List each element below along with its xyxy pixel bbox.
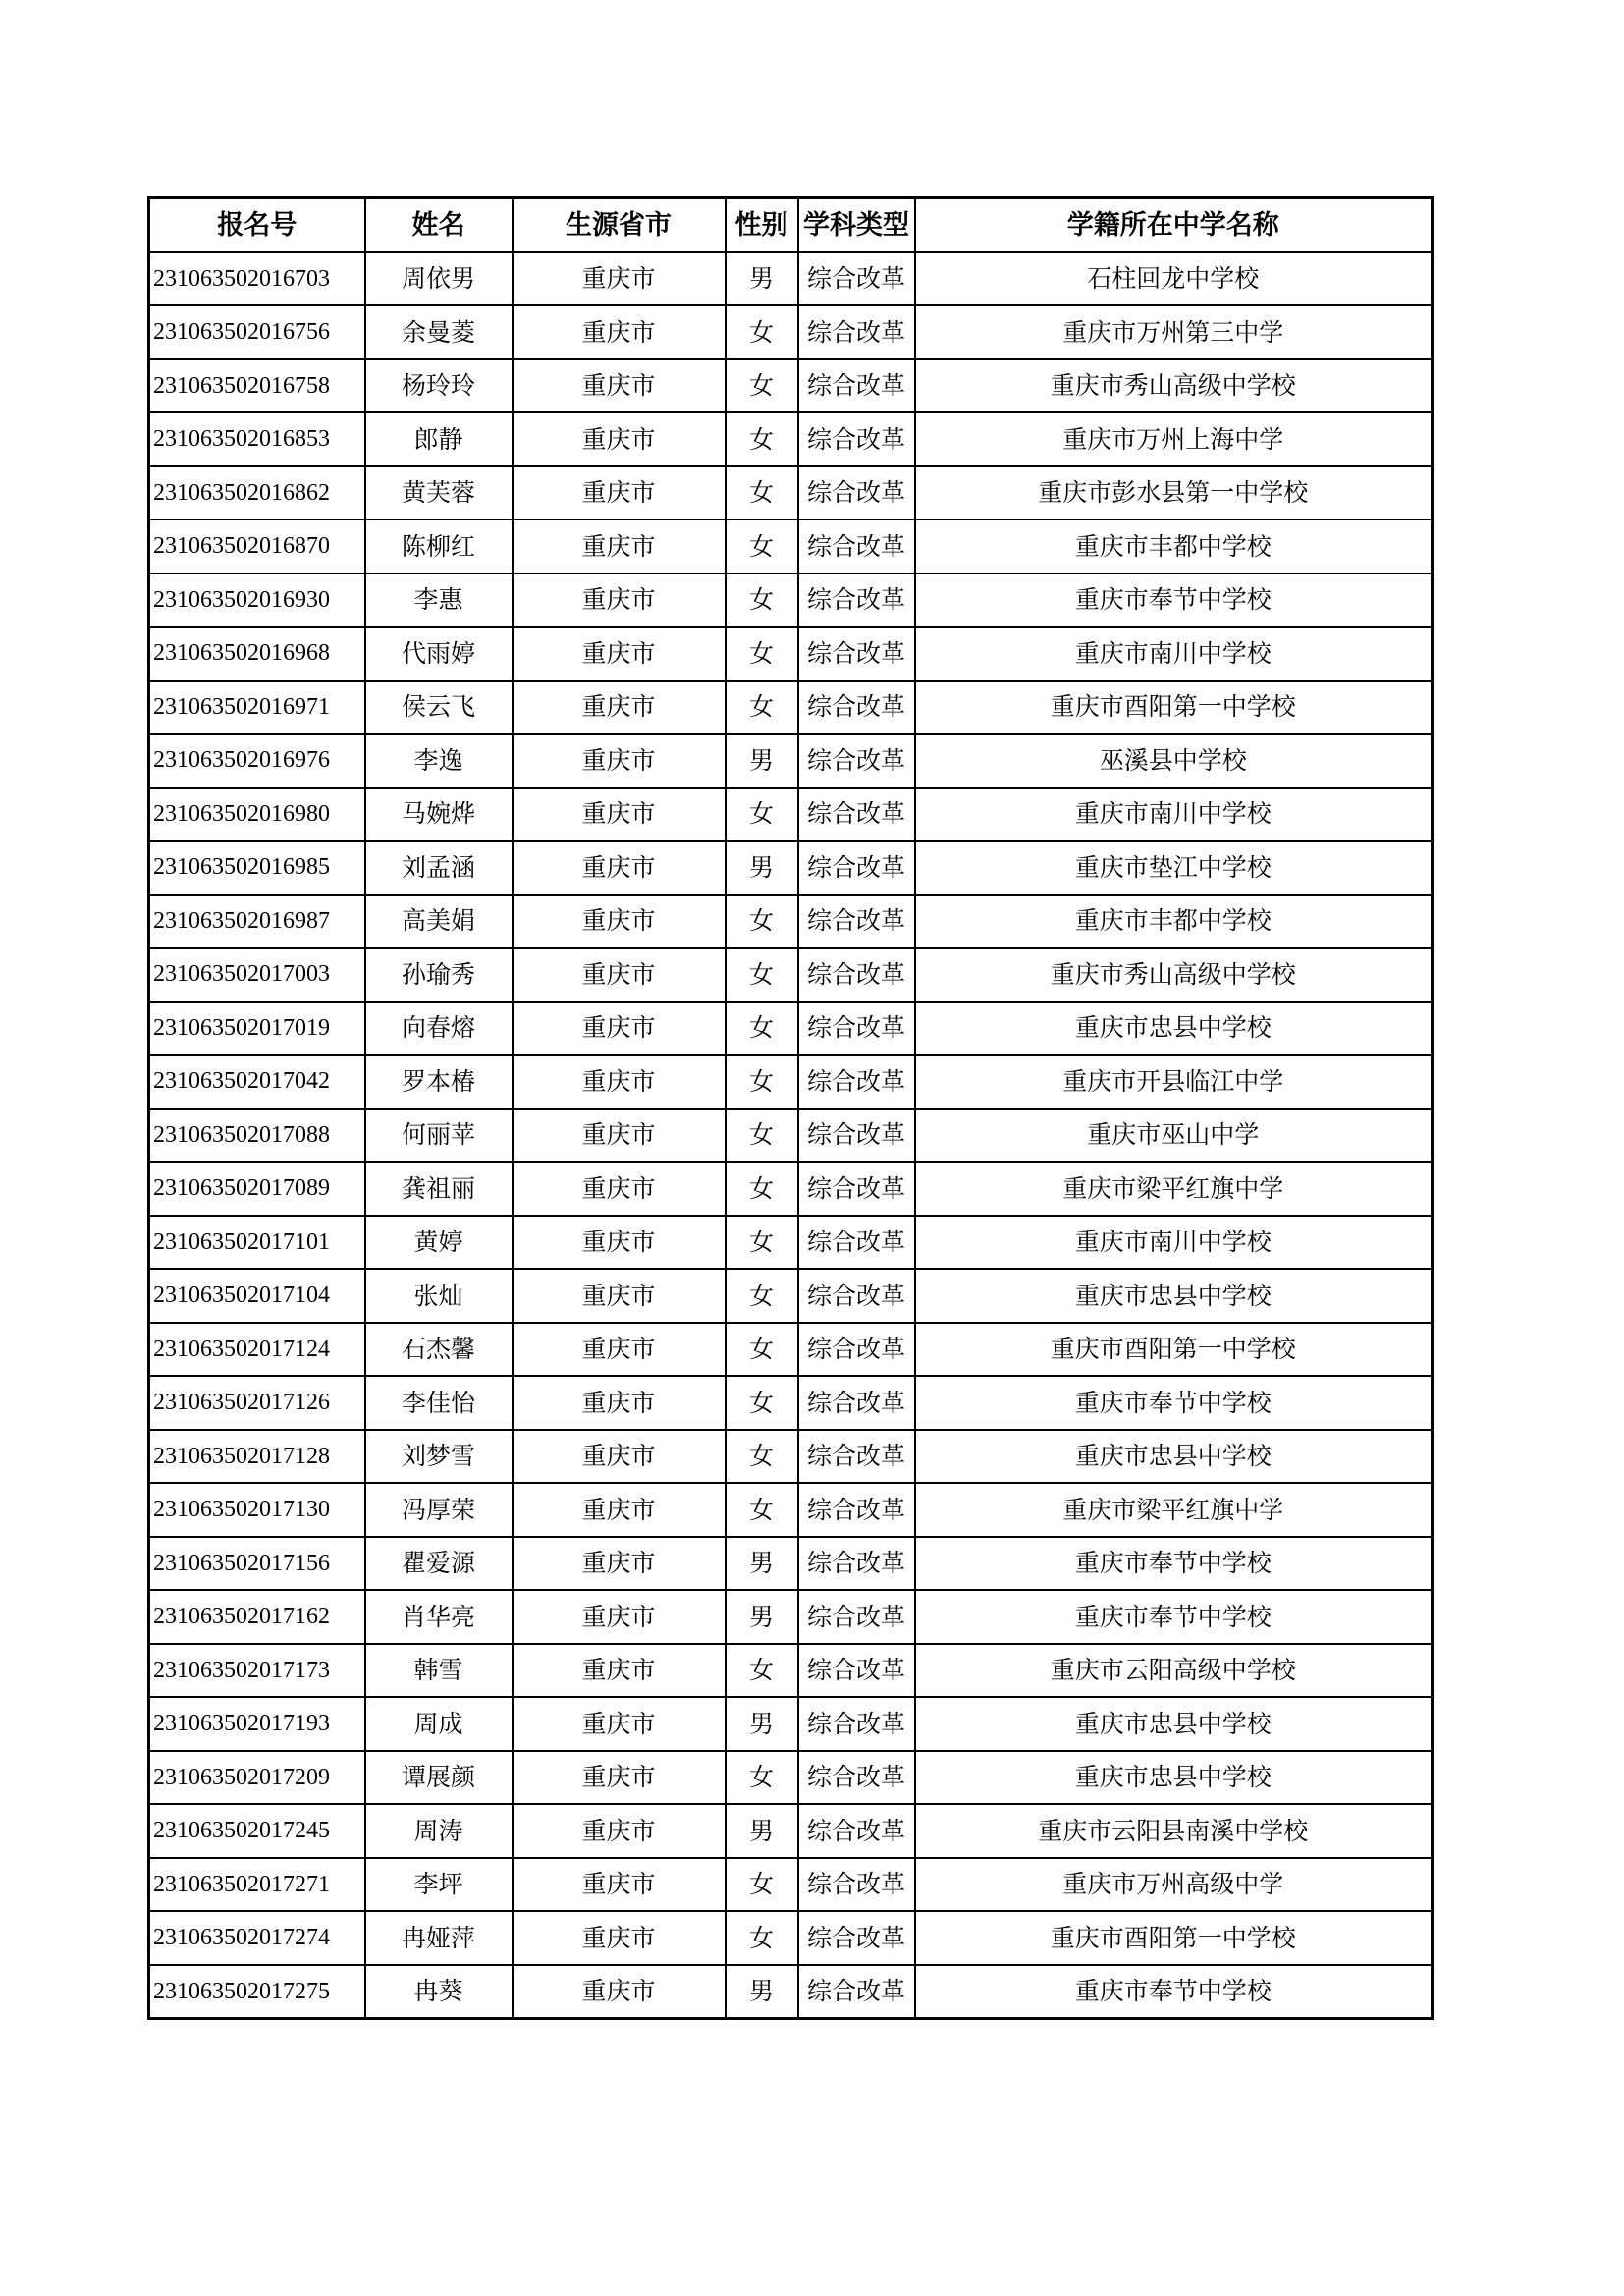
- registration-number-cell: 231063502016980: [149, 788, 365, 842]
- school-name-cell: 重庆市彭水县第一中学校: [915, 466, 1433, 520]
- name-cell: 韩雪: [365, 1644, 513, 1698]
- subject-type-cell: 综合改革: [798, 1109, 915, 1163]
- name-cell: 陈柳红: [365, 519, 513, 574]
- school-name-cell: 重庆市丰都中学校: [915, 895, 1433, 949]
- gender-cell: 女: [726, 788, 798, 842]
- table-row: [149, 948, 1433, 1002]
- subject-type-cell: 综合改革: [798, 627, 915, 681]
- table-row: [149, 627, 1433, 681]
- gender-cell: 女: [726, 359, 798, 413]
- name-cell: 瞿爱源: [365, 1537, 513, 1591]
- subject-type-cell: 综合改革: [798, 1590, 915, 1644]
- name-cell: 周涛: [365, 1804, 513, 1858]
- name-cell: 谭展颜: [365, 1751, 513, 1805]
- registration-number-cell: 231063502017274: [149, 1911, 365, 1965]
- registration-number-cell: 231063502017173: [149, 1644, 365, 1698]
- school-name-cell: 重庆市忠县中学校: [915, 1430, 1433, 1484]
- origin-province-cell: 重庆市: [513, 1376, 726, 1430]
- school-name-cell: 重庆市酉阳第一中学校: [915, 1911, 1433, 1965]
- name-cell: 侯云飞: [365, 681, 513, 735]
- name-cell: 周成: [365, 1697, 513, 1751]
- name-cell: 余曼菱: [365, 305, 513, 359]
- gender-cell: 女: [726, 1162, 798, 1216]
- table-header-row: [149, 198, 1433, 252]
- gender-cell: 男: [726, 734, 798, 788]
- subject-type-cell: 综合改革: [798, 1644, 915, 1698]
- subject-type-cell: 综合改革: [798, 895, 915, 949]
- school-name-cell: 重庆市奉节中学校: [915, 1376, 1433, 1430]
- registration-number-cell: 231063502016703: [149, 252, 365, 306]
- name-cell: 张灿: [365, 1269, 513, 1323]
- table-row: [149, 1697, 1433, 1751]
- gender-cell: 女: [726, 1858, 798, 1912]
- school-name-cell: 石柱回龙中学校: [915, 252, 1433, 306]
- student-roster-table: [147, 196, 1434, 2020]
- name-cell: 黄婷: [365, 1216, 513, 1270]
- name-cell: 冯厚荣: [365, 1483, 513, 1537]
- subject-type-cell: 综合改革: [798, 1751, 915, 1805]
- registration-number-cell: 231063502016862: [149, 466, 365, 520]
- table-row: [149, 305, 1433, 359]
- gender-cell: 女: [726, 1751, 798, 1805]
- gender-cell: 男: [726, 841, 798, 895]
- table-row: [149, 412, 1433, 466]
- subject-type-cell: 综合改革: [798, 1697, 915, 1751]
- origin-province-cell: 重庆市: [513, 734, 726, 788]
- subject-type-cell: 综合改革: [798, 681, 915, 735]
- registration-number-cell: 231063502017104: [149, 1269, 365, 1323]
- header-name: 姓名: [365, 198, 513, 252]
- table-row: [149, 895, 1433, 949]
- name-cell: 刘孟涵: [365, 841, 513, 895]
- registration-number-cell: 231063502017245: [149, 1804, 365, 1858]
- origin-province-cell: 重庆市: [513, 1590, 726, 1644]
- origin-province-cell: 重庆市: [513, 1162, 726, 1216]
- registration-number-cell: 231063502016870: [149, 519, 365, 574]
- school-name-cell: 重庆市忠县中学校: [915, 1697, 1433, 1751]
- registration-number-cell: 231063502017130: [149, 1483, 365, 1537]
- table-row: [149, 252, 1433, 306]
- gender-cell: 女: [726, 1430, 798, 1484]
- registration-number-cell: 231063502017209: [149, 1751, 365, 1805]
- subject-type-cell: 综合改革: [798, 1965, 915, 2019]
- subject-type-cell: 综合改革: [798, 1376, 915, 1430]
- school-name-cell: 巫溪县中学校: [915, 734, 1433, 788]
- origin-province-cell: 重庆市: [513, 1216, 726, 1270]
- name-cell: 冉葵: [365, 1965, 513, 2019]
- table-row: [149, 519, 1433, 574]
- subject-type-cell: 综合改革: [798, 1216, 915, 1270]
- origin-province-cell: 重庆市: [513, 1323, 726, 1377]
- gender-cell: 女: [726, 1644, 798, 1698]
- name-cell: 罗本椿: [365, 1055, 513, 1109]
- table-row: [149, 1804, 1433, 1858]
- origin-province-cell: 重庆市: [513, 1055, 726, 1109]
- subject-type-cell: 综合改革: [798, 841, 915, 895]
- name-cell: 代雨婷: [365, 627, 513, 681]
- subject-type-cell: 综合改革: [798, 1483, 915, 1537]
- gender-cell: 女: [726, 681, 798, 735]
- school-name-cell: 重庆市万州第三中学: [915, 305, 1433, 359]
- name-cell: 马婉烨: [365, 788, 513, 842]
- subject-type-cell: 综合改革: [798, 788, 915, 842]
- origin-province-cell: 重庆市: [513, 412, 726, 466]
- gender-cell: 女: [726, 1483, 798, 1537]
- header-subject-type: 学科类型: [798, 198, 915, 252]
- school-name-cell: 重庆市南川中学校: [915, 1216, 1433, 1270]
- registration-number-cell: 231063502017275: [149, 1965, 365, 2019]
- registration-number-cell: 231063502017124: [149, 1323, 365, 1377]
- school-name-cell: 重庆市梁平红旗中学: [915, 1483, 1433, 1537]
- table-row: [149, 1537, 1433, 1591]
- table-row: [149, 1323, 1433, 1377]
- school-name-cell: 重庆市云阳高级中学校: [915, 1644, 1433, 1698]
- gender-cell: 女: [726, 948, 798, 1002]
- school-name-cell: 重庆市梁平红旗中学: [915, 1162, 1433, 1216]
- table-row: [149, 1376, 1433, 1430]
- origin-province-cell: 重庆市: [513, 788, 726, 842]
- gender-cell: 女: [726, 1002, 798, 1056]
- subject-type-cell: 综合改革: [798, 305, 915, 359]
- header-school-name: 学籍所在中学名称: [915, 198, 1433, 252]
- table-row: [149, 1644, 1433, 1698]
- school-name-cell: 重庆市巫山中学: [915, 1109, 1433, 1163]
- school-name-cell: 重庆市南川中学校: [915, 788, 1433, 842]
- registration-number-cell: 231063502017156: [149, 1537, 365, 1591]
- gender-cell: 女: [726, 1911, 798, 1965]
- origin-province-cell: 重庆市: [513, 1804, 726, 1858]
- school-name-cell: 重庆市奉节中学校: [915, 574, 1433, 628]
- school-name-cell: 重庆市奉节中学校: [915, 1537, 1433, 1591]
- origin-province-cell: 重庆市: [513, 1858, 726, 1912]
- school-name-cell: 重庆市奉节中学校: [915, 1965, 1433, 2019]
- name-cell: 周依男: [365, 252, 513, 306]
- origin-province-cell: 重庆市: [513, 359, 726, 413]
- gender-cell: 女: [726, 1055, 798, 1109]
- header-gender: 性别: [726, 198, 798, 252]
- name-cell: 孙瑜秀: [365, 948, 513, 1002]
- name-cell: 肖华亮: [365, 1590, 513, 1644]
- school-name-cell: 重庆市忠县中学校: [915, 1751, 1433, 1805]
- subject-type-cell: 综合改革: [798, 1162, 915, 1216]
- origin-province-cell: 重庆市: [513, 1483, 726, 1537]
- table-row: [149, 1965, 1433, 2019]
- table-row: [149, 1216, 1433, 1270]
- origin-province-cell: 重庆市: [513, 1911, 726, 1965]
- registration-number-cell: 231063502017101: [149, 1216, 365, 1270]
- subject-type-cell: 综合改革: [798, 574, 915, 628]
- origin-province-cell: 重庆市: [513, 519, 726, 574]
- gender-cell: 女: [726, 1376, 798, 1430]
- gender-cell: 女: [726, 1323, 798, 1377]
- origin-province-cell: 重庆市: [513, 627, 726, 681]
- origin-province-cell: 重庆市: [513, 1002, 726, 1056]
- school-name-cell: 重庆市万州高级中学: [915, 1858, 1433, 1912]
- subject-type-cell: 综合改革: [798, 1430, 915, 1484]
- name-cell: 李坪: [365, 1858, 513, 1912]
- registration-number-cell: 231063502016987: [149, 895, 365, 949]
- origin-province-cell: 重庆市: [513, 1109, 726, 1163]
- school-name-cell: 重庆市南川中学校: [915, 627, 1433, 681]
- school-name-cell: 重庆市开县临江中学: [915, 1055, 1433, 1109]
- subject-type-cell: 综合改革: [798, 1323, 915, 1377]
- table-row: [149, 788, 1433, 842]
- gender-cell: 男: [726, 1590, 798, 1644]
- name-cell: 冉娅萍: [365, 1911, 513, 1965]
- registration-number-cell: 231063502016976: [149, 734, 365, 788]
- table-row: [149, 1483, 1433, 1537]
- registration-number-cell: 231063502016930: [149, 574, 365, 628]
- table-row: [149, 1162, 1433, 1216]
- origin-province-cell: 重庆市: [513, 252, 726, 306]
- school-name-cell: 重庆市忠县中学校: [915, 1269, 1433, 1323]
- subject-type-cell: 综合改革: [798, 1537, 915, 1591]
- gender-cell: 女: [726, 1216, 798, 1270]
- registration-number-cell: 231063502016756: [149, 305, 365, 359]
- table-row: [149, 1002, 1433, 1056]
- subject-type-cell: 综合改革: [798, 519, 915, 574]
- subject-type-cell: 综合改革: [798, 1002, 915, 1056]
- name-cell: 刘梦雪: [365, 1430, 513, 1484]
- table-row: [149, 681, 1433, 735]
- gender-cell: 男: [726, 252, 798, 306]
- origin-province-cell: 重庆市: [513, 1751, 726, 1805]
- table-row: [149, 1109, 1433, 1163]
- subject-type-cell: 综合改革: [798, 1804, 915, 1858]
- gender-cell: 女: [726, 574, 798, 628]
- origin-province-cell: 重庆市: [513, 1537, 726, 1591]
- gender-cell: 男: [726, 1804, 798, 1858]
- registration-number-cell: 231063502017042: [149, 1055, 365, 1109]
- registration-number-cell: 231063502017089: [149, 1162, 365, 1216]
- table-row: [149, 1751, 1433, 1805]
- registration-number-cell: 231063502016968: [149, 627, 365, 681]
- name-cell: 李惠: [365, 574, 513, 628]
- table-row: [149, 1430, 1433, 1484]
- subject-type-cell: 综合改革: [798, 252, 915, 306]
- table-row: [149, 359, 1433, 413]
- registration-number-cell: 231063502017193: [149, 1697, 365, 1751]
- school-name-cell: 重庆市秀山高级中学校: [915, 948, 1433, 1002]
- gender-cell: 男: [726, 1537, 798, 1591]
- name-cell: 何丽苹: [365, 1109, 513, 1163]
- origin-province-cell: 重庆市: [513, 574, 726, 628]
- table-body: [149, 252, 1433, 2019]
- origin-province-cell: 重庆市: [513, 681, 726, 735]
- origin-province-cell: 重庆市: [513, 305, 726, 359]
- gender-cell: 女: [726, 466, 798, 520]
- name-cell: 龚祖丽: [365, 1162, 513, 1216]
- name-cell: 李佳怡: [365, 1376, 513, 1430]
- origin-province-cell: 重庆市: [513, 1965, 726, 2019]
- name-cell: 黄芙蓉: [365, 466, 513, 520]
- name-cell: 杨玲玲: [365, 359, 513, 413]
- registration-number-cell: 231063502016853: [149, 412, 365, 466]
- origin-province-cell: 重庆市: [513, 1430, 726, 1484]
- table-row: [149, 841, 1433, 895]
- gender-cell: 女: [726, 1269, 798, 1323]
- subject-type-cell: 综合改革: [798, 1911, 915, 1965]
- subject-type-cell: 综合改革: [798, 948, 915, 1002]
- name-cell: 石杰馨: [365, 1323, 513, 1377]
- gender-cell: 男: [726, 1965, 798, 2019]
- table-row: [149, 1055, 1433, 1109]
- registration-number-cell: 231063502017128: [149, 1430, 365, 1484]
- table-row: [149, 1269, 1433, 1323]
- subject-type-cell: 综合改革: [798, 466, 915, 520]
- school-name-cell: 重庆市酉阳第一中学校: [915, 681, 1433, 735]
- school-name-cell: 重庆市垫江中学校: [915, 841, 1433, 895]
- table-row: [149, 1590, 1433, 1644]
- school-name-cell: 重庆市秀山高级中学校: [915, 359, 1433, 413]
- subject-type-cell: 综合改革: [798, 1269, 915, 1323]
- subject-type-cell: 综合改革: [798, 359, 915, 413]
- name-cell: 高美娟: [365, 895, 513, 949]
- registration-number-cell: 231063502017271: [149, 1858, 365, 1912]
- registration-number-cell: 231063502017003: [149, 948, 365, 1002]
- gender-cell: 女: [726, 412, 798, 466]
- registration-number-cell: 231063502017162: [149, 1590, 365, 1644]
- name-cell: 李逸: [365, 734, 513, 788]
- school-name-cell: 重庆市酉阳第一中学校: [915, 1323, 1433, 1377]
- origin-province-cell: 重庆市: [513, 466, 726, 520]
- gender-cell: 女: [726, 305, 798, 359]
- origin-province-cell: 重庆市: [513, 841, 726, 895]
- origin-province-cell: 重庆市: [513, 1697, 726, 1751]
- subject-type-cell: 综合改革: [798, 734, 915, 788]
- school-name-cell: 重庆市丰都中学校: [915, 519, 1433, 574]
- gender-cell: 女: [726, 1109, 798, 1163]
- registration-number-cell: 231063502016985: [149, 841, 365, 895]
- subject-type-cell: 综合改革: [798, 1055, 915, 1109]
- header-origin-province: 生源省市: [513, 198, 726, 252]
- registration-number-cell: 231063502017088: [149, 1109, 365, 1163]
- school-name-cell: 重庆市奉节中学校: [915, 1590, 1433, 1644]
- table-row: [149, 1858, 1433, 1912]
- table-row: [149, 574, 1433, 628]
- header-registration-number: 报名号: [149, 198, 365, 252]
- registration-number-cell: 231063502017019: [149, 1002, 365, 1056]
- gender-cell: 女: [726, 895, 798, 949]
- registration-number-cell: 231063502016971: [149, 681, 365, 735]
- origin-province-cell: 重庆市: [513, 1644, 726, 1698]
- gender-cell: 男: [726, 1697, 798, 1751]
- gender-cell: 女: [726, 519, 798, 574]
- table-row: [149, 734, 1433, 788]
- table-row: [149, 1911, 1433, 1965]
- origin-province-cell: 重庆市: [513, 948, 726, 1002]
- school-name-cell: 重庆市忠县中学校: [915, 1002, 1433, 1056]
- name-cell: 向春熔: [365, 1002, 513, 1056]
- name-cell: 郎静: [365, 412, 513, 466]
- school-name-cell: 重庆市云阳县南溪中学校: [915, 1804, 1433, 1858]
- registration-number-cell: 231063502017126: [149, 1376, 365, 1430]
- school-name-cell: 重庆市万州上海中学: [915, 412, 1433, 466]
- origin-province-cell: 重庆市: [513, 895, 726, 949]
- subject-type-cell: 综合改革: [798, 412, 915, 466]
- subject-type-cell: 综合改革: [798, 1858, 915, 1912]
- gender-cell: 女: [726, 627, 798, 681]
- table-row: [149, 466, 1433, 520]
- registration-number-cell: 231063502016758: [149, 359, 365, 413]
- origin-province-cell: 重庆市: [513, 1269, 726, 1323]
